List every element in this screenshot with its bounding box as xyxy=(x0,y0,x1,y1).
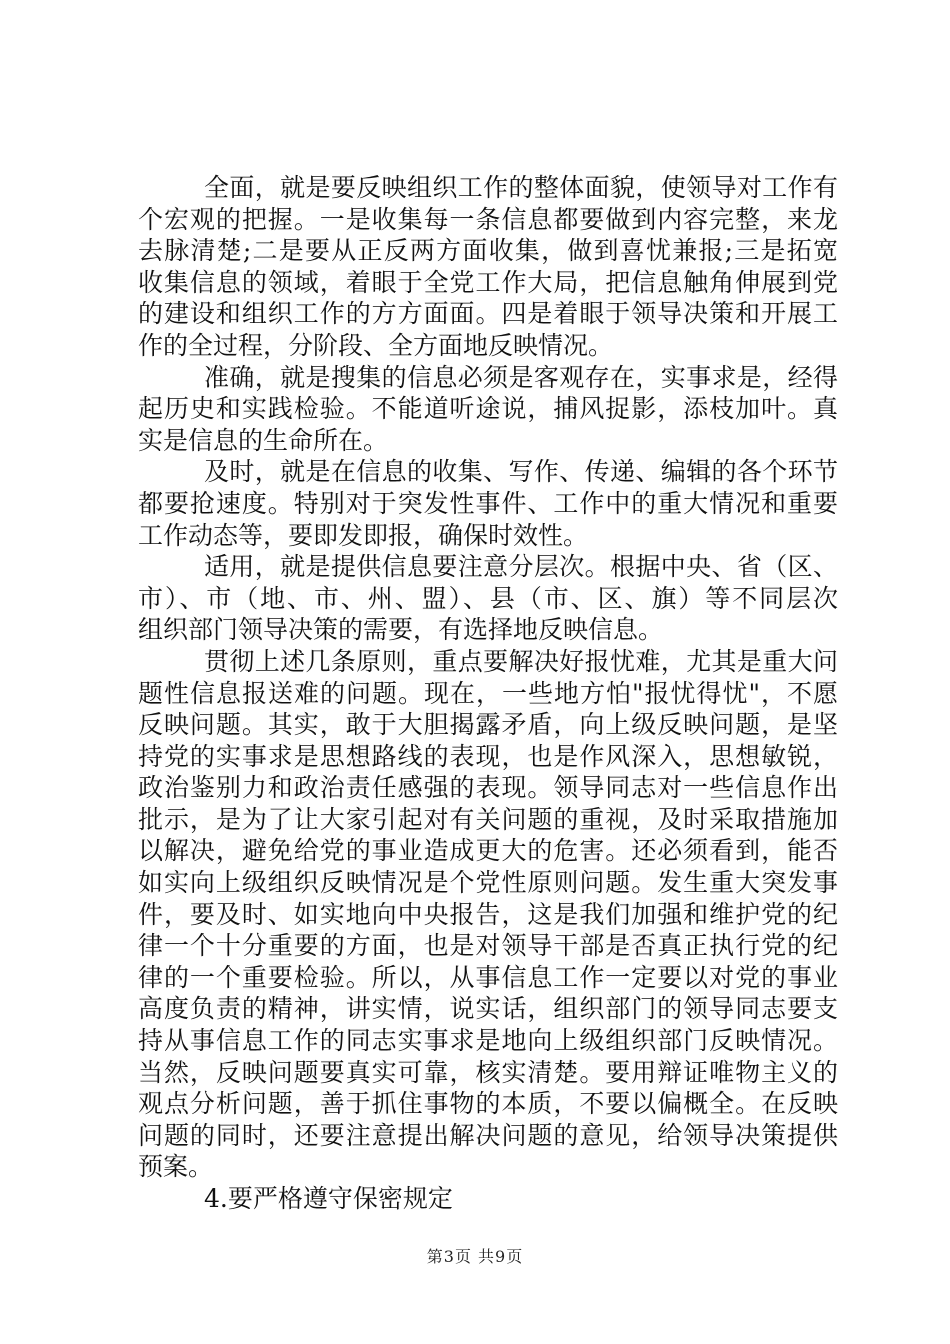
paragraph xyxy=(138,551,838,646)
text-line: 全面，就是要反映组织工作的整体面貌，使领导对工作有 xyxy=(204,173,838,202)
page-footer: 第3页 共9页 xyxy=(426,1247,524,1266)
text-line: 以解决，避免给党的事业造成更大的危害。还必须看到，能否 xyxy=(138,836,838,866)
text-line: 当然，反映问题要真实可靠，核实清楚。要用辩证唯物主义的 xyxy=(138,1057,838,1087)
text-line: 的建设和组织工作的方方面面。四是着眼于领导决策和开展工 xyxy=(138,299,838,329)
text-line: 持从事信息工作的同志实事求是地向上级组织部门反映情况。 xyxy=(138,1026,838,1056)
text-line: 实是信息的生命所在。 xyxy=(138,425,389,455)
text-line: 持党的实事求是思想路线的表现，也是作风深入，思想敏锐， xyxy=(138,741,838,771)
text-line: 工作动态等，要即发即报，确保时效性。 xyxy=(138,520,589,550)
text-line: 准确，就是搜集的信息必须是客观存在，实事求是，经得 xyxy=(204,362,838,392)
text-line: 起历史和实践检验。不能道听途说，捕风捉影，添枝加叶。真 xyxy=(138,394,838,424)
paragraph xyxy=(138,1183,838,1215)
text-line: 问题的同时，还要注意提出解决问题的意见，给领导决策提供 xyxy=(138,1120,838,1150)
text-line: 题性信息报送难的问题。现在，一些地方怕"报忧得忧"，不愿 xyxy=(138,678,838,708)
text-line: 件，要及时、如实地向中央报告，这是我们加强和维护党的纪 xyxy=(138,899,838,929)
text-line: 如实向上级组织反映情况是个党性原则问题。发生重大突发事 xyxy=(138,868,838,898)
text-line: 政治鉴别力和政治责任感强的表现。领导同志对一些信息作出 xyxy=(138,773,838,803)
text-line: 律一个十分重要的方面，也是对领导干部是否真正执行党的纪 xyxy=(138,931,838,961)
text-line: 去脉清楚;二是要从正反两方面收集，做到喜忧兼报;三是拓宽 xyxy=(138,236,838,266)
document-body xyxy=(138,172,838,1215)
text-line: 反映问题。其实，敢于大胆揭露矛盾，向上级反映问题，是坚 xyxy=(138,710,838,740)
text-line: 高度负责的精神，讲实情，说实话，组织部门的领导同志要支 xyxy=(138,994,838,1024)
text-line: 个宏观的把握。一是收集每一条信息都要做到内容完整，来龙 xyxy=(138,204,838,234)
text-line: 律的一个重要检验。所以，从事信息工作一定要以对党的事业 xyxy=(138,962,838,992)
text-line: 收集信息的领域，着眼于全党工作大局，把信息触角伸展到党 xyxy=(138,267,838,297)
paragraph xyxy=(138,646,838,1183)
text-line: 市）、市（地、市、州、盟）、县（市、区、旗）等不同层次 xyxy=(138,583,838,613)
text-line: 预案。 xyxy=(138,1152,214,1182)
text-line: 观点分析问题，善于抓住事物的本质，不要以偏概全。在反映 xyxy=(138,1089,838,1119)
text-line: 批示，是为了让大家引起对有关问题的重视，及时采取措施加 xyxy=(138,804,838,834)
text-line: 作的全过程，分阶段、全方面地反映情况。 xyxy=(138,330,614,360)
text-line: 组织部门领导决策的需要，有选择地反映信息。 xyxy=(138,615,664,645)
text-line: 4.要严格遵守保密规定 xyxy=(204,1184,453,1213)
text-line: 贯彻上述几条原则，重点要解决好报忧难，尤其是重大问 xyxy=(204,646,838,676)
text-line: 适用，就是提供信息要注意分层次。根据中央、省（区、 xyxy=(204,552,838,582)
paragraph xyxy=(138,362,838,457)
text-line: 及时，就是在信息的收集、写作、传递、编辑的各个环节 xyxy=(204,457,838,487)
text-line: 都要抢速度。特别对于突发性事件、工作中的重大情况和重要 xyxy=(138,488,838,518)
paragraph xyxy=(138,172,838,362)
paragraph xyxy=(138,456,838,551)
